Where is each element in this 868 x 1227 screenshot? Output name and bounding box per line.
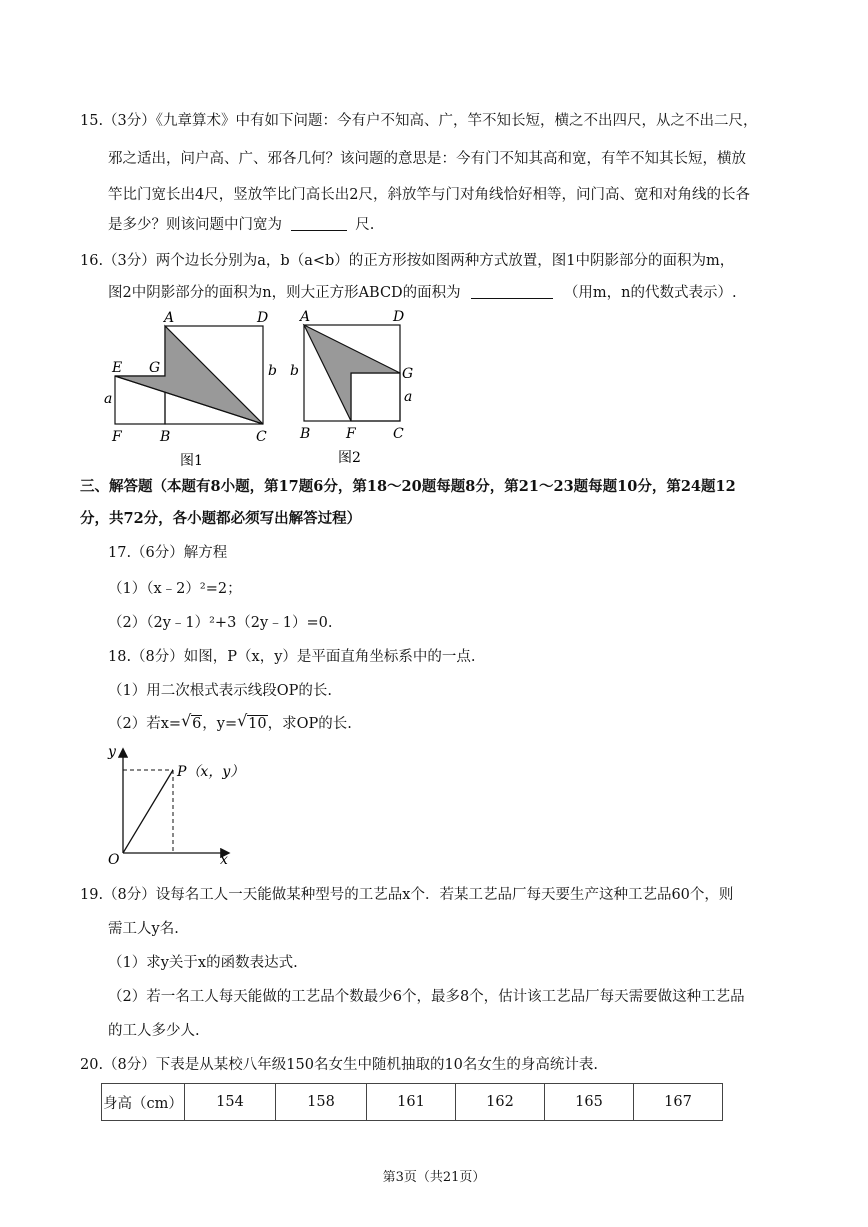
fig2-label-side-a: a xyxy=(404,389,413,405)
q16-line-1: 16.（3分）两个边长分别为a，b（a<b）的正方形按如图两种方式放置，图1中阴影部分的面积为m， xyxy=(80,253,735,269)
x-axis-label: x xyxy=(220,852,228,868)
q17-part-1: （1）（x﹣2）²=2； xyxy=(108,581,242,597)
table-cell: 162 xyxy=(456,1084,545,1121)
q16-figure-1 xyxy=(100,305,290,474)
q16-figure-2 xyxy=(290,303,430,472)
q17-part-2: （2）（2y﹣1）²+3（2y﹣1）=0. xyxy=(108,615,333,631)
q18-part-2-tail: ，求OP的长. xyxy=(267,716,352,732)
fig1-label-e: E xyxy=(112,360,123,376)
q18-part-2-mid: ，y= xyxy=(202,716,238,732)
fig1-label-d: D xyxy=(257,310,269,326)
sqrt-6-radicand: 6 xyxy=(192,716,202,732)
q19-part-2-line-1: （2）若一名工人每天能做的工艺品个数最少6个，最多8个，估计该工艺品厂每天需要做这种工艺品 xyxy=(108,989,745,1005)
fig1-label-side-b: b xyxy=(268,363,277,379)
table-cell: 158 xyxy=(276,1084,367,1121)
q16-line-2-tail: （用m，n的代数式表示）. xyxy=(563,285,737,301)
fig1-label-c: C xyxy=(256,429,267,445)
q17-title: 17.（6分）解方程 xyxy=(108,545,228,561)
page-footer: 第3页（共21页） xyxy=(382,1170,486,1185)
sqrt-10: √ 10 xyxy=(237,711,267,732)
fig2-label-g: G xyxy=(402,366,414,382)
q15-answer-blank[interactable] xyxy=(291,216,347,231)
origin-label: O xyxy=(108,852,120,868)
q18-coordinate-figure xyxy=(100,740,260,874)
fig1-label-b: B xyxy=(160,429,171,445)
fig2-label-a: A xyxy=(300,309,311,325)
fig1-label-a: A xyxy=(164,310,175,326)
fig2-label-b: B xyxy=(300,426,311,442)
q15-line-3: 竿比门宽长出4尺，竖放竿比门高长出2尺，斜放竿与门对角线恰好相等，问门高、宽和对角线的长各 xyxy=(108,187,750,203)
fig2-label-d: D xyxy=(393,309,405,325)
q18-part-2-lead: （2）若x= xyxy=(108,716,182,732)
fig2-caption: 图2 xyxy=(338,450,361,466)
q19-line-1: 19.（8分）设每名工人一天能做某种型号的工艺品x个．若某工艺品厂每天要生产这种工艺品60个，则 xyxy=(80,887,734,903)
q18-part-1: （1）用二次根式表示线段OP的长. xyxy=(108,683,332,699)
table-header-cell: 身高（cm） xyxy=(102,1084,185,1121)
fig1-label-side-a: a xyxy=(104,391,113,407)
q19-line-2: 需工人y名. xyxy=(108,921,179,937)
q19-part-2-line-2: 的工人多少人. xyxy=(108,1023,200,1039)
fig1-label-f: F xyxy=(112,429,122,445)
q15-line-4-text: 是多少？则该问题中门宽为 xyxy=(108,217,282,233)
q15-line-4 xyxy=(108,215,374,235)
q15-line-4-unit: 尺. xyxy=(355,217,375,233)
point-p-label: P（x，y） xyxy=(177,764,245,780)
fig1-label-g: G xyxy=(149,360,161,376)
table-cell: 154 xyxy=(185,1084,276,1121)
fig2-label-c: C xyxy=(393,426,404,442)
q15-line-2: 邪之适出，问户高、广、邪各几何？该问题的意思是：今有门不知其高和宽，有竿不知其长短，横放 xyxy=(108,151,746,167)
q18-part-2 xyxy=(108,711,352,734)
height-table xyxy=(101,1083,723,1121)
q20-title: 20.（8分）下表是从某校八年级150名女生中随机抽取的10名女生的身高统计表. xyxy=(80,1057,599,1073)
q19-part-1: （1）求y关于x的函数表达式. xyxy=(108,955,298,971)
table-row xyxy=(102,1084,723,1121)
y-axis-label: y xyxy=(108,744,116,760)
q16-line-2 xyxy=(108,283,737,303)
q16-answer-blank[interactable] xyxy=(471,284,553,299)
q18-title: 18.（8分）如图，P（x，y）是平面直角坐标系中的一点. xyxy=(108,649,476,665)
sqrt-6: √ 6 xyxy=(181,711,202,732)
fig2-label-side-b: b xyxy=(290,363,299,379)
q16-line-2-text: 图2中阴影部分的面积为n，则大正方形ABCD的面积为 xyxy=(108,285,461,301)
section-3-heading-line-2: 分，共72分，各小题都必须写出解答过程） xyxy=(80,510,362,527)
sqrt-10-radicand: 10 xyxy=(248,716,267,732)
table-cell: 165 xyxy=(545,1084,634,1121)
table-cell: 161 xyxy=(367,1084,456,1121)
table-cell: 167 xyxy=(634,1084,723,1121)
fig2-label-f: F xyxy=(346,426,356,442)
fig1-caption: 图1 xyxy=(180,453,203,469)
section-3-heading-line-1: 三、解答题（本题有8小题，第17题6分，第18～20题每题8分，第21～23题每题10分，第24题12 xyxy=(80,478,736,495)
q15-line-1: 15.（3分）《九章算术》中有如下问题：今有户不知高、广，竿不知长短，横之不出四尺，从之不出二尺， xyxy=(80,113,758,129)
